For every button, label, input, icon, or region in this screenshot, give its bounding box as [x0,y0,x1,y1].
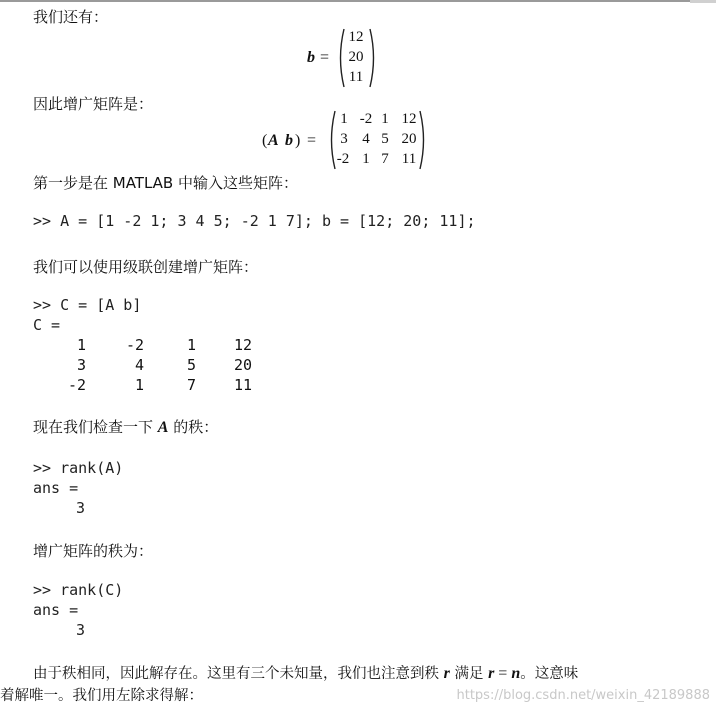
matrix-cell: 3 [340,131,348,147]
variable-r: r [443,665,450,682]
output-cell: 1 [76,336,86,354]
output-cell: 7 [186,376,196,394]
variable-r: r [488,665,495,682]
equals-sign: = [494,665,512,682]
output-cell: 1 [186,336,196,354]
close-paren-text: ) [295,132,301,149]
b-symbol: b [285,132,293,149]
watermark: https://blog.csdn.net/weixin_42189888 [456,688,710,703]
matrix-cell: 4 [362,131,370,147]
code-output-label: ans = [33,601,79,619]
code-output-value: 3 [76,621,86,639]
matrix-cell: -2 [359,111,373,127]
paragraph-conclusion-line2: 着解唯一。我们用左除求得解： [0,688,203,704]
code-command: >> rank(C) [33,581,124,599]
matrix-cell: 11 [401,151,417,167]
output-cell: -2 [67,376,86,394]
paragraph-conclusion [33,662,578,683]
right-paren [368,28,378,88]
output-cell: 20 [233,356,252,374]
code-command: >> C = [A b] [33,296,142,314]
b-value: 12 [348,29,364,45]
text: 满足 [449,666,489,682]
text: 现在我们检查一下 [33,418,158,436]
output-cell: 5 [186,356,196,374]
output-cell: 4 [134,356,144,374]
matrix-cell: 1 [340,111,348,127]
top-divider-edge [690,0,716,3]
text: 的秩： [168,418,219,436]
code-output-label: C = [33,316,61,334]
top-divider [0,0,716,2]
output-cell: -2 [125,336,144,354]
equals-sign: = [320,49,330,66]
paragraph-matlab-input: 第一步是在 MATLAB 中输入这些矩阵： [33,174,298,192]
code-output-value: 3 [76,499,86,517]
open-paren-text: ( [262,132,268,149]
paragraph-concatenation: 我们可以使用级联创建增广矩阵： [33,258,259,276]
matrix-cell: 1 [362,151,370,167]
variable-A: A [157,419,169,436]
output-cell: 11 [233,376,252,394]
text: 由于秩相同，因此解存在。这里有三个未知量，我们也注意到秩 [33,666,444,682]
equals-sign: = [307,132,317,149]
output-cell: 12 [233,336,252,354]
b-value: 11 [348,69,364,85]
matrix-cell: 7 [381,151,389,167]
matrix-cell: 1 [381,111,389,127]
paragraph-rank-augmented: 增广矩阵的秩为： [33,542,154,560]
A-symbol: A [268,132,279,149]
paragraph-intro: 我们还有： [33,8,109,26]
paragraph-rank-A [33,416,218,437]
matrix-cell: -2 [336,151,350,167]
text: 。这意味 [520,666,579,682]
b-value: 20 [348,49,364,65]
matrix-cell: 20 [401,131,417,147]
paragraph-augmented: 因此增广矩阵是： [33,95,154,113]
output-cell: 3 [76,356,86,374]
matrix-cell: 12 [401,111,417,127]
matrix-cell: 5 [381,131,389,147]
variable-n: n [511,665,521,682]
right-paren [418,110,428,170]
output-cell: 1 [134,376,144,394]
b-symbol: b [307,49,315,66]
code-assign-matrices: >> A = [1 -2 1; 3 4 5; -2 1 7]; b = [12; 20; 11]; [33,212,476,230]
code-output-label: ans = [33,479,79,497]
code-command: >> rank(A) [33,459,124,477]
